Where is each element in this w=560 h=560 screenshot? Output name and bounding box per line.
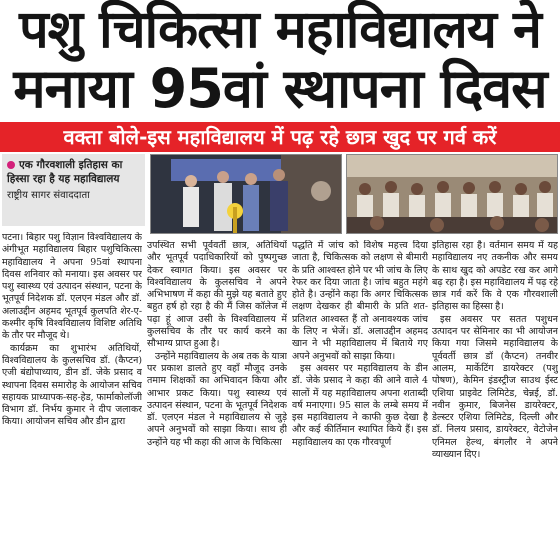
- headline-line-2: मनाया 95वां स्थापना दिवस: [13, 57, 547, 120]
- article-column-3: [292, 240, 428, 560]
- subheading-banner: वक्ता बोले-इस महाविद्यालय में पढ़ रहे छात्र खुद पर गर्व करें: [0, 122, 560, 152]
- photo-illustration-1: [151, 155, 342, 234]
- paragraph: उन्होंने महाविद्यालय के अब तक के यात्रा पर प्रकाश डालते हुए वहाँ मौजूद उनके तमाम शिक्षकों का अभिवादन किया और आभार प्रकट किया। पशु स्वास्थ्य एवं उत्पादन संस्थान, पटना के भूतपूर्व निदेशक डॉ. एलएन मंडल ने महाविद्यालय से जुड़े अपने अनुभवों को साझा किया। साथ ही उन्होंने यह भी कहा की आज के चिकित्सा: [147, 350, 287, 448]
- paragraph: पटना। बिहार पशु विज्ञान विश्वविद्यालय के अंगीभूत महाविद्यालय बिहार पशुचिकित्सा महाविद्यालय ने अपना 95वां स्थापना दिवस शनिवार को मनाया। इस अवसर पर पशु स्वास्थ्य एवं उत्पादन संस्थान, पटना के भूतपूर्व निदेशक डॉ. एलएन मंडल और डॉ. अलाउद्दीन अहमद भूतपूर्व कुलपति शेर-ए-कश्मीर कृषि विश्वविद्यालय विशिष्ट अतिथि के तौर पर मौजूद थे।: [2, 232, 142, 342]
- paragraph: उपस्थित सभी पूर्ववर्ती छात्र, अतिथियों और भूतपूर्व पदाधिकारियों को पुष्पगुच्छ देकर स्वागत किया। इस अवसर पर विश्वविद्यालय के कुलसचिव ने अपने अभिभाषण में कहा की मुझे यह बताते हुए बहुत हर्ष हो रहा है की मैं जिस कॉलेज में पढ़ा हूं आज उसी के विश्वविद्यालय में कुलसचिव के तौर पर कार्य करने का सौभाग्य प्राप्त हुआ है।: [147, 240, 287, 350]
- photo-illustration-2: [347, 155, 558, 234]
- paragraph: पद्धति में जांच को विशेष महत्त्व दिया जाता है, चिकित्सक को लक्षण से बीमारी के प्रति आश्वस्त होने पर भी जांच के लिए रेफर कर दिया जाता है। जांच बहुत महंगे होते है। उन्होंने कहा कि अगर चिकित्सक लक्षण देखकर ही बीमारी के प्रति शत-प्रतिशत आश्वस्त हैं तो अनावश्यक जांच के लिए न भेजें। डॉ. अलाउद्दीन अहमद खान ने भी महाविद्यालय में बिताये गए अपने अनुभवों को साझा किया।: [292, 240, 428, 362]
- article-column-2: [147, 240, 287, 560]
- bullet-icon: [7, 161, 15, 169]
- paragraph: इस अवसर पर सतत पशुधन उत्पादन पर सेमिनार का भी आयोजन किया गया जिसमे महाविद्यालय के पूर्ववर्ती छात्र डॉ (कैप्टन) तनवीर आलम, मार्केटिंग डायरेक्टर (पशु पोषण), केमिन इंडस्ट्रीज साउथ ईस्ट एशिया प्राइवेट लिमिटेड, चेन्नई, डॉ. नवीन कुमार, बिजनेस डायरेक्टर, डेल्स्टर एशिया लिमिटेड, दिल्ली और डॉ. निलय प्रसाद, डायरेक्टर, वेटोजेन एनिमल हेल्थ, बंगलौर ने अपने व्याख्यान दिए।: [432, 313, 558, 461]
- paragraph: इतिहास रहा है। वर्तमान समय में यह महाविद्यालय नए तकनीक और समय के साथ खुद को अपडेट रख कर आगे बढ़ रहा है। इस महाविद्यालय में पढ़ रहे छात्र गर्व करें कि वे एक गौरवशाली इतिहास का हिस्सा है।: [432, 240, 558, 313]
- event-photo-audience: [346, 154, 558, 234]
- paragraph: इस अवसर पर महाविद्यालय के डीन डॉ. जेके प्रसाद ने कहा की आने वाले 4 सालों में यह महाविद्यालय अपना शताब्दी वर्ष मनाएगा। 95 साल के लम्बे समय में इस महाविद्यालय ने काफी कुछ देखा है और कई कीर्तिमान स्थापित किये हैं। इस महाविद्यालय का एक गौरवपूर्ण: [292, 362, 428, 448]
- pull-quote-box: [2, 154, 145, 226]
- paragraph: कार्यक्रम का शुभारंभ अतिथियों, विश्वविद्यालय के कुलसचिव डॉ. (कैप्टन) एजी बंद्योपाध्याय, डीन डॉ. जेके प्रसाद व स्थापना दिवस समारोह के आयोजन सचिव सहायक प्राध्यापक-सह-हेड, फार्माकोलॉजी विभाग डॉ. निर्भय कुमार ने दीप जलाकर किया। आयोजन सचिव और डीन द्वारा: [2, 342, 142, 428]
- article-column-4: [432, 240, 558, 560]
- byline: राष्ट्रीय सागर संवाददाता: [7, 190, 90, 201]
- article-column-1: [2, 232, 142, 560]
- pull-quote-text: एक गौरवशाली इतिहास का हिस्सा रहा है यह महाविद्यालय: [7, 159, 123, 185]
- event-photo-lamp-lighting: [150, 154, 342, 234]
- headline-line-1: पशु चिकित्सा महाविद्यालय ने: [19, 0, 541, 60]
